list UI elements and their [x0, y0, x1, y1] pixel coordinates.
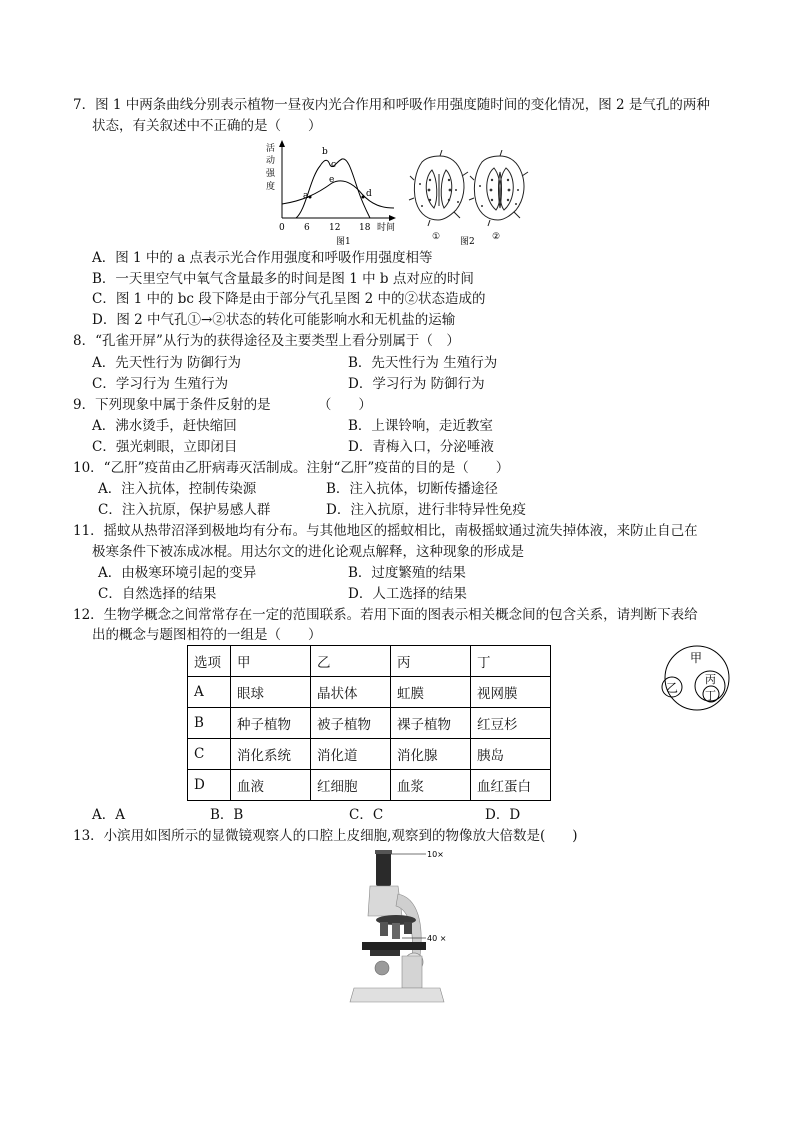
q8-option-c: C．学习行为 生殖行为 [92, 376, 229, 392]
graph-xtick-6: 6 [304, 223, 310, 233]
table-header-cell: 选项 [188, 646, 231, 677]
q11-option-d: D．人工选择的结果 [348, 586, 467, 602]
q9-option-c: C．强光刺眼，立即闭目 [92, 439, 238, 455]
q10-stem: 10．“乙肝”疫苗由乙肝病毒灭活制成。注射“乙肝”疫苗的目的是（ ） [73, 460, 510, 476]
q11-option-c: C．自然选择的结果 [98, 586, 217, 602]
table-cell: 红细胞 [311, 770, 391, 801]
q10-option-a: A．注入抗体，控制传染源 [98, 481, 257, 497]
table-cell: 裸子植物 [391, 708, 471, 739]
q10-option-d: D．注入抗原，进行非特异性免疫 [326, 502, 526, 518]
graph-xlabel: 时间 [377, 223, 396, 233]
table-cell: 晶状体 [311, 677, 391, 708]
graph-caption: 图1 [336, 237, 351, 246]
venn-label-yi: 乙 [666, 681, 679, 695]
graph-ylabel-1: 活 [266, 144, 276, 154]
table-cell: 胰岛 [471, 739, 551, 770]
q8-stem: 8．“孔雀开屏”从行为的获得途径及主要类型上看分别属于（ ） [73, 333, 460, 349]
table-cell: 虹膜 [391, 677, 471, 708]
graph-ylabel-3: 强 [266, 169, 276, 179]
graph-ylabel-4: 度 [266, 182, 276, 192]
table-cell: 血液 [231, 770, 311, 801]
microscope-figure [340, 846, 466, 1008]
q12-option-d: D．D [485, 807, 521, 823]
venn-label-ding: 丁 [705, 689, 716, 702]
eyepiece-label: 10× [427, 850, 444, 859]
table-cell: 消化道 [311, 739, 391, 770]
concept-table [187, 645, 551, 801]
table-cell: C [188, 739, 231, 770]
q12-stem-line2: 出的概念与题图相符的一组是（ ） [92, 627, 322, 643]
q9-option-d: D．青梅入口，分泌唾液 [348, 439, 494, 455]
q12-option-c: C．C [349, 807, 384, 823]
q9-option-b: B．上课铃响，走近教室 [348, 418, 493, 434]
stomata-figure [408, 150, 532, 246]
q11-stem-line2: 极寒条件下被冻成冰棍。用达尔文的进化论观点解释，这种现象的形成是 [92, 544, 524, 560]
q7-option-d: D．图 2 中气孔①→②状态的转化可能影响水和无机盐的运输 [92, 312, 456, 328]
stoma-label-1: ① [432, 232, 441, 242]
graph-point-a: a [303, 191, 309, 201]
q8-option-b: B．先天性行为 生殖行为 [348, 355, 498, 371]
venn-label-bing: 丙 [705, 673, 716, 686]
q8-option-a: A．先天性行为 防御行为 [92, 355, 242, 371]
table-cell: A [188, 677, 231, 708]
objective-label: 40 × [427, 934, 447, 943]
table-cell: 视网膜 [471, 677, 551, 708]
table-cell: 消化系统 [231, 739, 311, 770]
table-cell: 血红蛋白 [471, 770, 551, 801]
table-header-cell: 丙 [391, 646, 471, 677]
q9-stem: 9．下列现象中属于条件反射的是 （ ） [73, 397, 372, 413]
venn-diagram [650, 644, 746, 712]
graph-xtick-18: 18 [359, 223, 371, 233]
graph-point-b: b [322, 147, 328, 157]
q7-option-b: B．一天里空气中氧气含量最多的时间是图 1 中 b 点对应的时间 [92, 271, 474, 287]
table-cell: 消化腺 [391, 739, 471, 770]
q7-option-a: A．图 1 中的 a 点表示光合作用强度和呼吸作用强度相等 [92, 250, 433, 266]
graph-ylabel-2: 动 [266, 156, 276, 166]
q13-stem: 13．小滨用如图所示的显微镜观察人的口腔上皮细胞,观察到的物像放大倍数是( ) [73, 828, 578, 844]
q8-option-d: D．学习行为 防御行为 [348, 376, 485, 392]
graph-point-e: e [329, 175, 335, 185]
q11-option-a: A．由极寒环境引起的变异 [98, 565, 257, 581]
q11-option-b: B．过度繁殖的结果 [348, 565, 466, 581]
q9-option-a: A．沸水烫手，赶快缩回 [92, 418, 237, 434]
photosynthesis-graph [262, 138, 404, 246]
q11-stem-line1: 11．摇蚊从热带沼泽到极地均有分布。与其他地区的摇蚊相比，南极摇蚊通过流失掉体液，来防止自己在 [73, 523, 698, 539]
table-cell: 被子植物 [311, 708, 391, 739]
table-cell: D [188, 770, 231, 801]
table-cell: 种子植物 [231, 708, 311, 739]
q7-stem-line2: 状态，有关叙述中不正确的是（ ） [92, 118, 322, 134]
table-header-cell: 甲 [231, 646, 311, 677]
table-row [188, 708, 551, 739]
q10-option-b: B．注入抗体，切断传播途径 [326, 481, 498, 497]
graph-point-d: d [366, 189, 372, 199]
graph-xtick-0: 0 [279, 223, 285, 233]
table-row [188, 739, 551, 770]
table-cell: 眼球 [231, 677, 311, 708]
table-row [188, 677, 551, 708]
table-row [188, 770, 551, 801]
table-header-cell: 丁 [471, 646, 551, 677]
table-header-row [188, 646, 551, 677]
graph-point-c: c [331, 160, 337, 170]
q7-option-c: C．图 1 中的 bc 段下降是由于部分气孔呈图 2 中的②状态造成的 [92, 291, 486, 307]
stoma-label-2: ② [492, 232, 501, 242]
table-cell: 红豆杉 [471, 708, 551, 739]
venn-label-jia: 甲 [690, 651, 703, 665]
table-header-cell: 乙 [311, 646, 391, 677]
table-cell: 血浆 [391, 770, 471, 801]
stomata-caption: 图2 [460, 237, 475, 246]
q12-stem-line1: 12．生物学概念之间常常存在一定的范围联系。若用下面的图表示相关概念间的包含关系，请判断下表给 [73, 607, 698, 623]
q12-option-b: B．B [210, 807, 244, 823]
q12-option-a: A．A [92, 807, 125, 823]
q10-option-c: C．注入抗原，保护易感人群 [98, 502, 271, 518]
table-cell: B [188, 708, 231, 739]
q7-stem-line1: 7．图 1 中两条曲线分别表示植物一昼夜内光合作用和呼吸作用强度随时间的变化情况，图 2 是气孔的两种 [73, 97, 710, 113]
graph-xtick-12: 12 [329, 223, 341, 233]
